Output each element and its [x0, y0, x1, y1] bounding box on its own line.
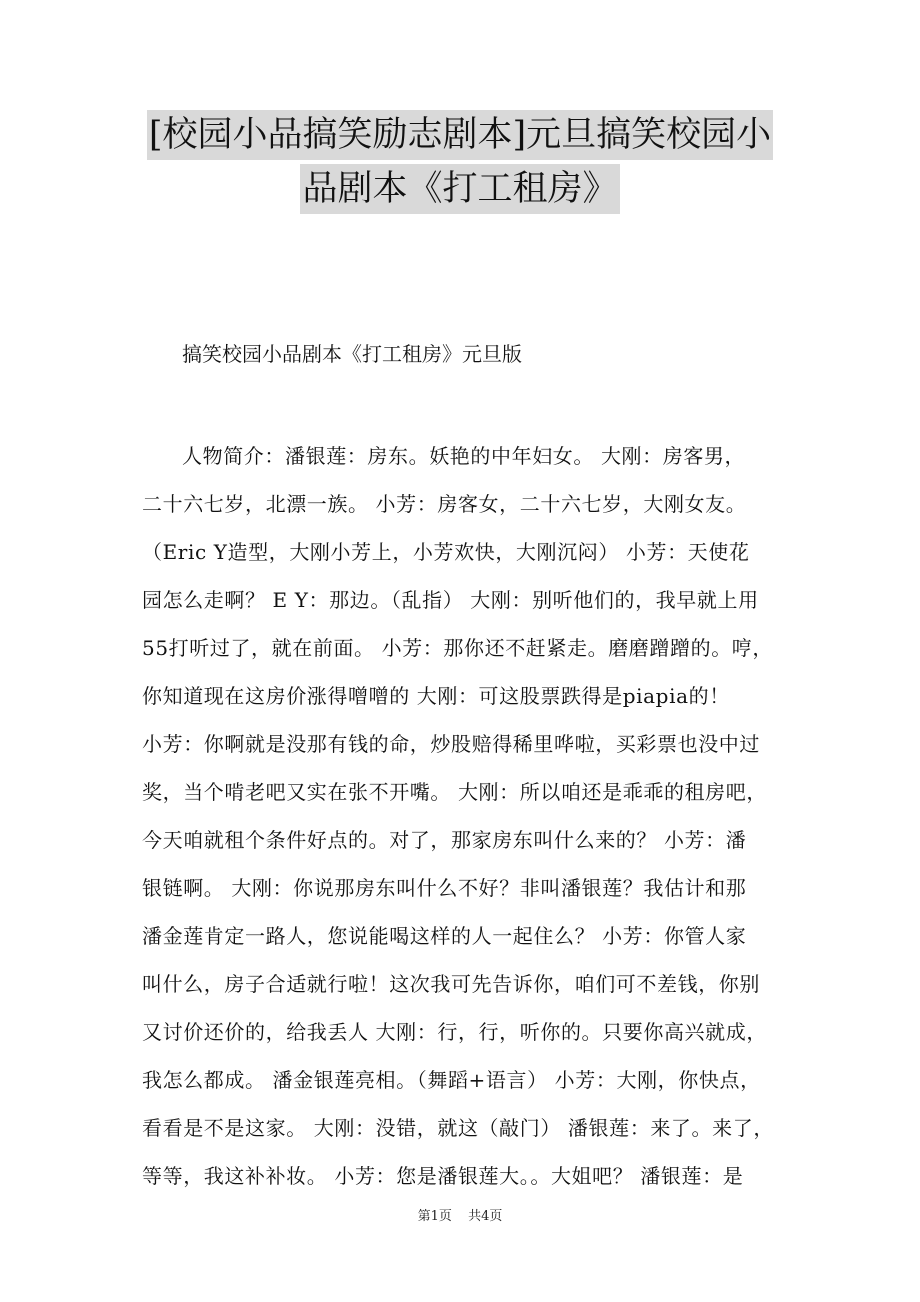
body-line: 又讨价还价的，给我丢人 大刚：行，行，听你的。只要你高兴就成， [142, 1020, 767, 1044]
body-line: 潘金莲肯定一路人，您说能喝这样的人一起住么？ 小芳：你管人家 [142, 924, 747, 948]
body-line: 我怎么都成。 潘金银莲亮相。（舞蹈+语言） 小芳：大刚，你快点， [142, 1068, 761, 1092]
document-title [0, 110, 920, 214]
body-line: 银链啊。 大刚：你说那房东叫什么不好？非叫潘银莲？我估计和那 [142, 876, 747, 900]
body-line: （Eric Y造型，大刚小芳上，小芳欢快，大刚沉闷） 小芳：天使花 [142, 540, 750, 564]
body-line: 55打听过了，就在前面。 小芳：那你还不赶紧走。磨磨蹭蹭的。哼， [142, 636, 774, 660]
body-line: 你知道现在这房价涨得噌噌的 大刚：可这股票跌得是piapia的！ [142, 684, 730, 708]
body-line: 等等，我这补补妆。 小芳：您是潘银莲大。。大姐吧？ 潘银莲：是 [142, 1164, 744, 1188]
body-line: 叫什么，房子合适就行啦！这次我可先告诉你，咱们可不差钱，你别 [142, 972, 760, 996]
body-line: 今天咱就租个条件好点的。对了，那家房东叫什么来的？ 小芳：潘 [142, 828, 747, 852]
document-subtitle: 搞笑校园小品剧本《打工租房》元旦版 [182, 342, 522, 366]
title-line-2: 品剧本《打工租房》 [300, 164, 619, 214]
body-line: 看看是不是这家。 大刚：没错，就这（敲门） 潘银莲：来了。来了， [142, 1116, 774, 1140]
body-line: 园怎么走啊？ E Y：那边。（乱指） 大刚：别听他们的，我早就上用 [142, 588, 759, 612]
body-line: 奖，当个啃老吧又实在张不开嘴。 大刚：所以咱还是乖乖的租房吧， [142, 780, 767, 804]
title-line-1: [校园小品搞笑励志剧本]元旦搞笑校园小 [147, 110, 773, 160]
body-text [142, 432, 782, 1200]
page-total: 共4页 [468, 1209, 503, 1224]
body-line: 人物简介：潘银莲：房东。妖艳的中年妇女。 大刚：房客男， [182, 444, 746, 468]
page-footer [0, 1208, 920, 1226]
body-line: 二十六七岁，北漂一族。 小芳：房客女，二十六七岁，大刚女友。 [142, 492, 747, 516]
body-line: 小芳：你啊就是没那有钱的命，炒股赔得稀里哗啦，买彩票也没中过 [142, 732, 760, 756]
page-number: 第1页 [417, 1209, 452, 1224]
